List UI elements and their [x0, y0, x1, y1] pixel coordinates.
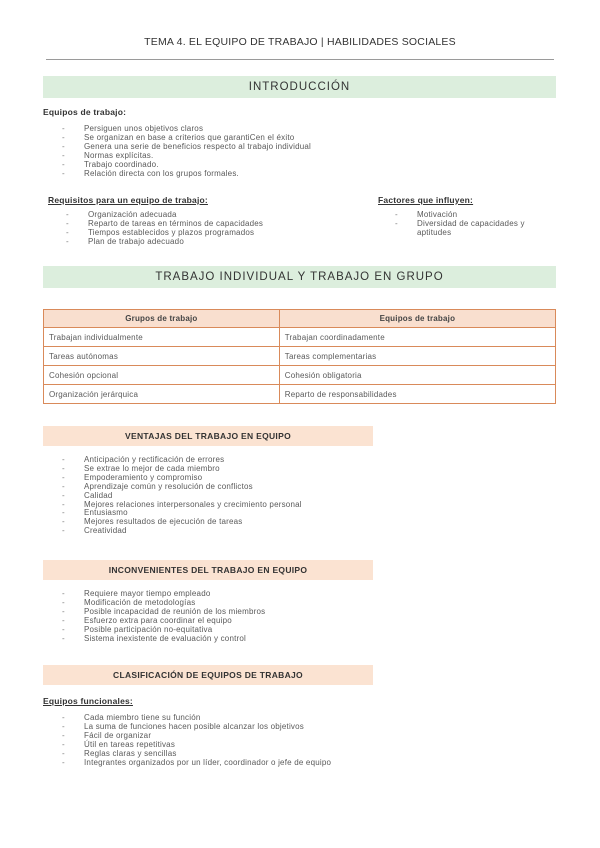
header-divider [46, 59, 554, 60]
inconvenientes-list [62, 590, 265, 643]
factores-subtitle: Factores que influyen: [378, 195, 474, 205]
intro-subtitle: Equipos de trabajo: [43, 107, 127, 117]
table-cell: Organización jerárquica [44, 385, 280, 404]
list-item: - Esfuerzo extra para coordinar el equipo [62, 617, 265, 626]
list-item: - Trabajo coordinado. [62, 161, 311, 170]
list-item: - Cada miembro tiene su función [62, 714, 331, 723]
intro-list [62, 125, 311, 178]
list-item: - Posible participación no-equitativa [62, 626, 265, 635]
list-item: - Normas explícitas. [62, 152, 311, 161]
list-item: - Útil en tareas repetitivas [62, 741, 331, 750]
requisitos-subtitle: Requisitos para un equipo de trabajo: [48, 195, 208, 205]
list-item: - Diversidad de capacidades y [395, 220, 525, 229]
list-item: - Integrantes organizados por un líder, coordinador o jefe de equipo [62, 759, 331, 768]
list-item: - Organización adecuada [66, 211, 263, 220]
comparison-table [43, 309, 556, 404]
table-row [44, 366, 556, 385]
list-item: - Reparto de tareas en términos de capacidades [66, 220, 263, 229]
clasificacion-title: CLASIFICACIÓN DE EQUIPOS DE TRABAJO [43, 665, 373, 685]
funcionales-list [62, 714, 331, 767]
list-item: - Mejores relaciones interpersonales y crecimiento personal [62, 501, 302, 510]
list-item: - Modificación de metodologías [62, 599, 265, 608]
list-item: - Aprendizaje común y resolución de conflictos [62, 483, 302, 492]
list-item: - Plan de trabajo adecuado [66, 238, 263, 247]
list-item: - Motivación [395, 211, 525, 220]
list-item: - La suma de funciones hacen posible alcanzar los objetivos [62, 723, 331, 732]
trabajo-banner: TRABAJO INDIVIDUAL Y TRABAJO EN GRUPO [43, 266, 556, 288]
list-item: - Mejores resultados de ejecución de tareas [62, 518, 302, 527]
list-item-continuation: aptitudes [417, 227, 452, 237]
list-item: - Se extrae lo mejor de cada miembro [62, 465, 302, 474]
list-item: - Relación directa con los grupos formales. [62, 170, 311, 179]
list-item: - Genera una serie de beneficios respecto al trabajo individual [62, 143, 311, 152]
table-cell: Cohesión obligatoria [279, 366, 555, 385]
page-title: TEMA 4. EL EQUIPO DE TRABAJO | HABILIDADES SOCIALES [144, 36, 456, 48]
list-item: - Fácil de organizar [62, 732, 331, 741]
table-cell: Reparto de responsabilidades [279, 385, 555, 404]
table-row [44, 385, 556, 404]
factores-list [395, 211, 525, 238]
list-item [395, 229, 525, 238]
list-item: - Sistema inexistente de evaluación y control [62, 635, 265, 644]
ventajas-title: VENTAJAS DEL TRABAJO EN EQUIPO [43, 426, 373, 446]
table-cell: Cohesión opcional [44, 366, 280, 385]
list-item: - Empoderamiento y compromiso [62, 474, 302, 483]
table-row [44, 347, 556, 366]
list-item: - Reglas claras y sencillas [62, 750, 331, 759]
list-item: - Entusiasmo [62, 509, 302, 518]
list-item: - Posible incapacidad de reunión de los miembros [62, 608, 265, 617]
table-header: Grupos de trabajo [44, 310, 280, 328]
table-cell: Trabajan coordinadamente [279, 328, 555, 347]
table-row [44, 328, 556, 347]
inconvenientes-title: INCONVENIENTES DEL TRABAJO EN EQUIPO [43, 560, 373, 580]
table-cell: Tareas autónomas [44, 347, 280, 366]
table-cell: Trabajan individualmente [44, 328, 280, 347]
list-item: - Tiempos establecidos y plazos programados [66, 229, 263, 238]
list-item: - Calidad [62, 492, 302, 501]
list-item: - Creatividad [62, 527, 302, 536]
table-cell: Tareas complementarias [279, 347, 555, 366]
intro-banner: INTRODUCCIÓN [43, 76, 556, 98]
list-item: - Se organizan en base a criterios que garantiCen el éxito [62, 134, 311, 143]
list-item: - Requiere mayor tiempo empleado [62, 590, 265, 599]
list-item: - Anticipación y rectificación de errores [62, 456, 302, 465]
requisitos-list [66, 211, 263, 247]
list-item: - Persiguen unos objetivos claros [62, 125, 311, 134]
table-header: Equipos de trabajo [279, 310, 555, 328]
funcionales-subtitle: Equipos funcionales: [43, 696, 133, 706]
ventajas-list [62, 456, 302, 536]
